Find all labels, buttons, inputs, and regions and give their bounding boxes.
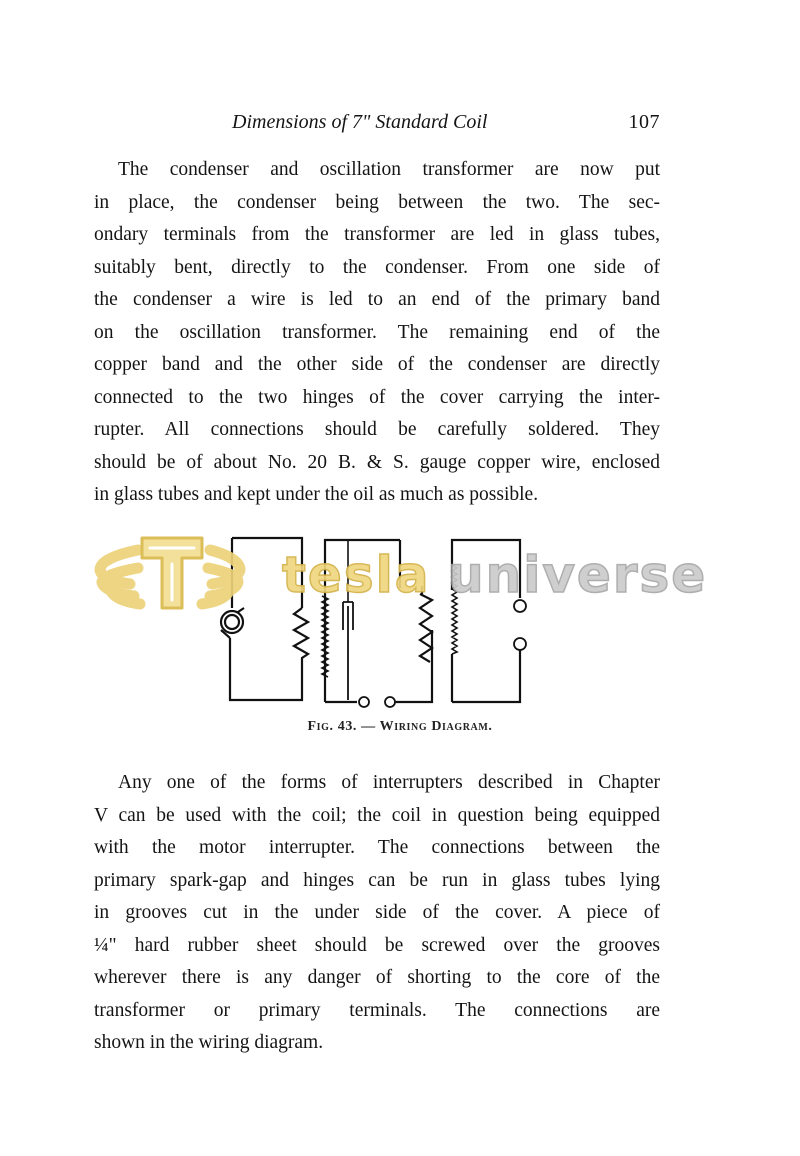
caption-title: Wiring Diagram. [379,719,493,734]
text-line: connected to the two hinges of the cover carrying the inter- [94,386,660,408]
tesla-universe-watermark [100,538,707,608]
watermark-word-tesla: tesla [282,546,431,604]
text-line: V can be used with the coil; the coil in question being equipped [94,804,660,826]
logo-t-icon [142,538,202,608]
caption-prefix: Fig. 43. [307,719,358,734]
text-line: The condenser and oscillation transformer are now put [118,159,660,180]
wiring-diagram [90,530,710,710]
text-line: ¼" hard rubber sheet should be screwed over the grooves [94,934,660,956]
text-line: in glass tubes and kept under the oil as much as possible. [94,484,539,505]
running-head [230,111,660,141]
wiring-diagram-figure [90,530,710,710]
text-line: rupter. All connections should be carefully soldered. They [94,419,660,440]
text-line: suitably bent, directly to the condenser. From one side of [94,256,660,278]
text-line: wherever there is any danger of shorting to the core of the [94,967,660,988]
text-line: on the oscillation transformer. The remaining end of the [94,321,660,343]
text-line: ondary terminals from the transformer are led in glass tubes, [94,224,660,245]
text-line: with the motor interrupter. The connections between the [94,837,660,858]
running-title: Dimensions of 7" Standard Coil [232,111,488,133]
text-line: the condenser a wire is led to an end of the primary band [94,289,660,310]
page-number: 107 [628,111,660,133]
watermark-word-universe: universe [448,546,708,604]
figure-caption [0,719,800,735]
text-line: in grooves cut in the under side of the cover. A piece of [94,902,660,923]
caption-dash: — [361,719,376,734]
text-line: in place, the condenser being between the two. The sec- [94,191,660,213]
text-line: shown in the wiring diagram. [94,1032,324,1053]
text-line: copper band and the other side of the condenser are directly [94,354,660,375]
paragraph-1 [94,154,660,512]
text-line: primary spark-gap and hinges can be run in glass tubes lying [94,869,660,891]
text-line: transformer or primary terminals. The connections are [94,999,660,1021]
text-line: Any one of the forms of interrupters described in Chapter [118,772,660,793]
paragraph-2 [94,767,660,1060]
text-line: should be of about No. 20 B. & S. gauge copper wire, enclosed [94,451,660,473]
